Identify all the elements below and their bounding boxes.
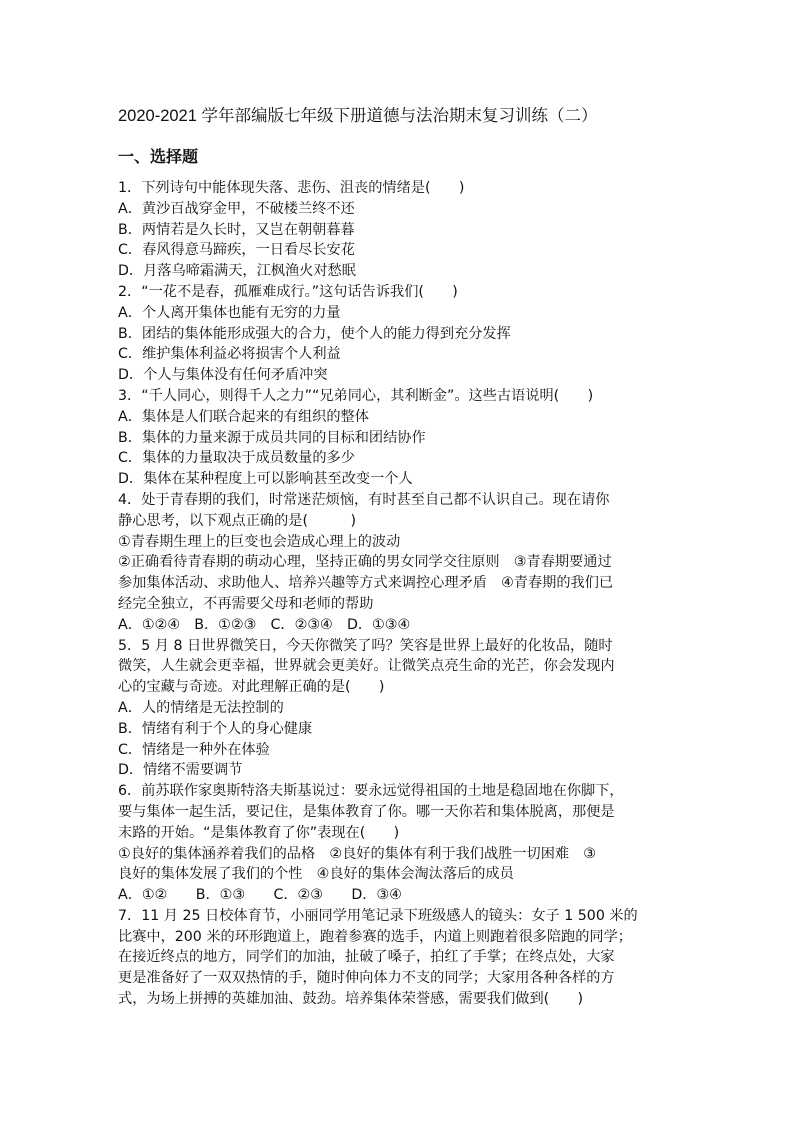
text-line: 末路的开始。“是集体教育了你”表现在( ): [118, 824, 400, 841]
text-line: 心的宝藏与奇迹。对此理解正确的是( ): [118, 679, 385, 696]
text-line: C．维护集体利益必将损害个人利益: [118, 346, 341, 363]
text-line: D．集体在某种程度上可以影响甚至改变一个人: [118, 471, 413, 488]
question-body: [118, 178, 686, 1010]
text-line: 经完全独立，不再需要父母和老师的帮助: [118, 595, 374, 612]
text-line: 1．下列诗句中能体现失落、悲伤、沮丧的情绪是( ): [118, 180, 465, 196]
text-line: ①青春期生理上的巨变也会造成心理上的波动: [118, 533, 401, 550]
text-line: ①良好的集体涵养着我们的品格 ②良好的集体有利于我们战胜一切困难 ③: [118, 845, 596, 862]
text-line: D．情绪不需要调节: [118, 762, 243, 779]
text-line: A．集体是人们联合起来的有组织的整体: [118, 408, 369, 425]
text-line: 3．“千人同心，则得千人之力”“兄弟同心，其利断金”。这些古语说明( ): [118, 387, 594, 404]
text-line: B．两情若是久长时，又岂在朝朝暮暮: [118, 221, 355, 238]
text-line: A．①②④ B．①②③ C．②③④ D．①③④: [118, 616, 411, 633]
text-line: 式，为场上拼搏的英雄加油、鼓劲。培养集体荣誉感，需要我们做到( ): [118, 991, 584, 1008]
text-line: A．人的情绪是无法控制的: [118, 699, 284, 716]
text-line: 静心思考，以下观点正确的是( ): [118, 512, 357, 529]
text-line: 微笑，人生就会更幸福，世界就会更美好。让微笑点亮生命的光芒，你会发现内: [118, 658, 615, 675]
text-line: 6．前苏联作家奥斯特洛夫斯基说过：要永远觉得祖国的土地是稳固地在你脚下，: [118, 783, 624, 800]
text-line: B．团结的集体能形成强大的合力，使个人的能力得到充分发挥: [118, 325, 511, 342]
text-line: C．情绪是一种外在体验: [118, 741, 270, 758]
text-line: 7．11 月 25 日校体育节，小丽同学用笔记录下班级感人的镜头：女子 1 500 米的: [118, 907, 638, 924]
text-line: A．黄沙百战穿金甲，不破楼兰终不还: [118, 200, 355, 217]
document-title: 2020-2021 学年部编版七年级下册道德与法治期末复习训练（二）: [118, 107, 598, 125]
section-heading: 一、选择题: [118, 147, 199, 166]
text-line: 4．处于青春期的我们，时常迷茫烦恼，有时甚至自己都不认识自己。现在请你: [118, 491, 610, 508]
text-line: C．春风得意马蹄疾，一日看尽长安花: [118, 242, 355, 259]
text-line: C．集体的力量取决于成员数量的多少: [118, 450, 355, 467]
text-line: 2．“一花不是春，孤雁难成行。”这句话告诉我们( ): [118, 283, 458, 300]
text-line: 在接近终点的地方，同学们的加油，扯破了嗓子，拍红了手掌；在终点处，大家: [118, 949, 615, 966]
text-line: ②正确看待青春期的萌动心理，坚持正确的男女同学交往原则 ③青春期要通过: [118, 554, 612, 571]
text-line: 比赛中，200 米的环形跑道上，跑着参赛的选手，内道上则跑着很多陪跑的同学；: [118, 928, 632, 945]
text-line: B．集体的力量来源于成员共同的目标和团结协作: [118, 429, 426, 446]
text-line: 良好的集体发展了我们的个性 ④良好的集体会淘汰落后的成员: [118, 866, 514, 883]
text-line: 5．5 月 8 日世界微笑日，今天你微笑了吗？笑容是世界上最好的化妆品，随时: [118, 637, 613, 654]
text-line: A．①② B．①③ C．②③ D．③④: [118, 887, 402, 904]
text-line: A．个人离开集体也能有无穷的力量: [118, 304, 341, 321]
text-line: 参加集体活动、求助他人、培养兴趣等方式来调控心理矛盾 ④青春期的我们已: [118, 575, 614, 592]
text-line: 要与集体一起生活，要记住，是集体教育了你。哪一天你若和集体脱离，那便是: [118, 803, 615, 820]
text-line: D．个人与集体没有任何矛盾冲突: [118, 367, 328, 384]
text-line: D．月落乌啼霜满天，江枫渔火对愁眠: [118, 263, 356, 280]
text-line: 更是准备好了一双双热情的手，随时伸向体力不支的同学；大家用各种各样的方: [118, 970, 615, 987]
text-line: B．情绪有利于个人的身心健康: [118, 720, 313, 737]
